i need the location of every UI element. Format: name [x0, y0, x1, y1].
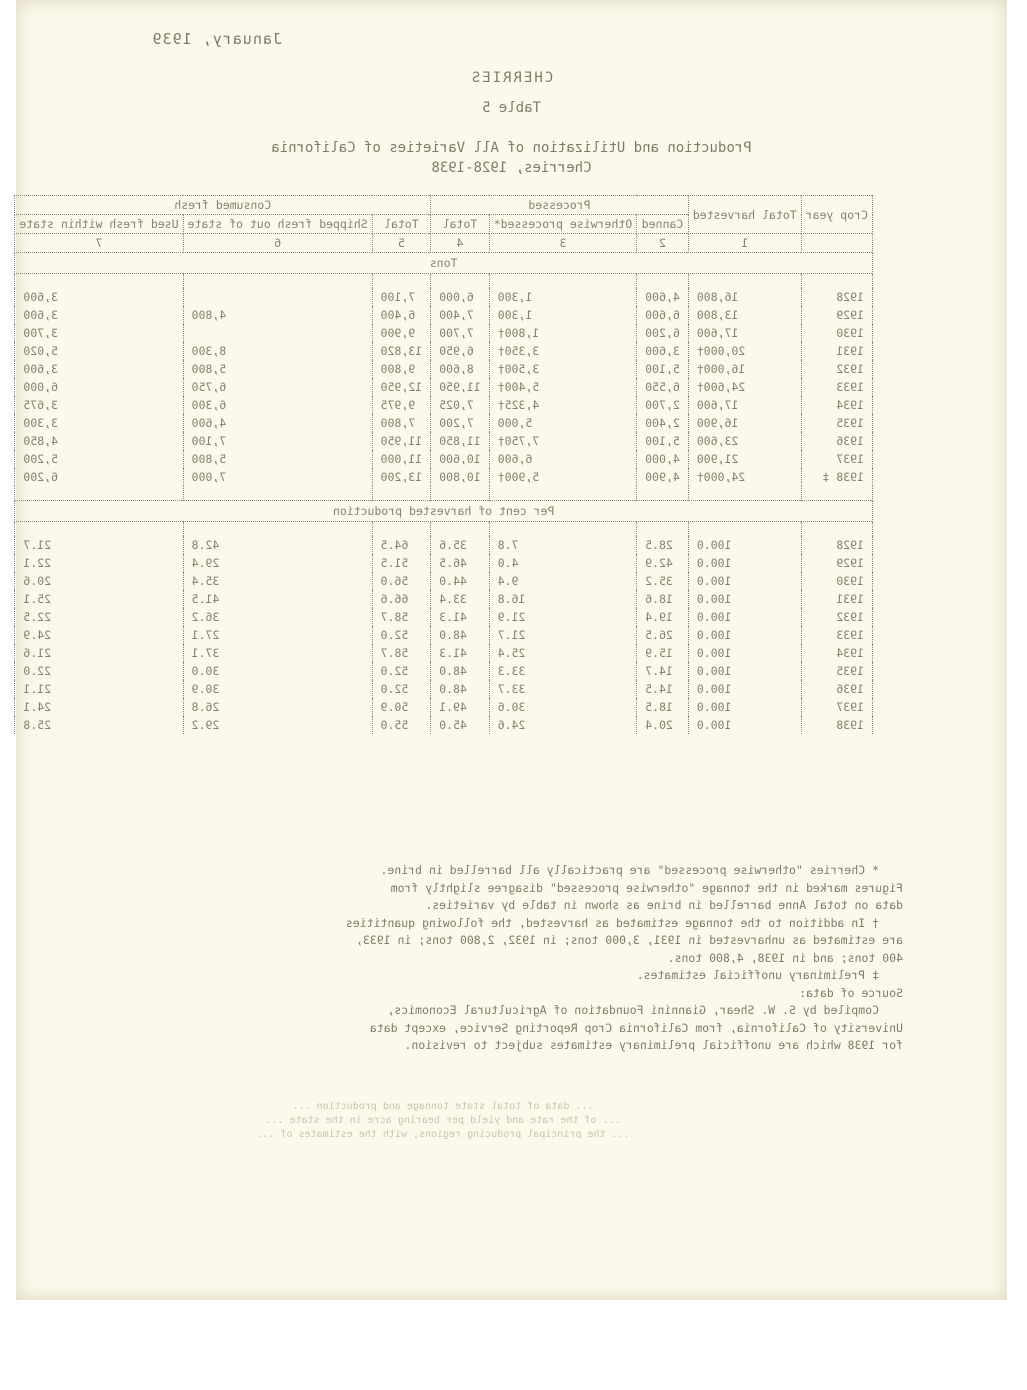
cell-shipped: 36.2 — [183, 608, 372, 626]
col-otherwise-processed: Otherwise processed* — [489, 215, 636, 234]
cell-shipped: 41.5 — [183, 590, 372, 608]
cell-shipped: 6,750 — [183, 378, 372, 396]
cell-proc: 46.5 — [431, 554, 490, 572]
footnote: ‡ Preliminary unofficial estimates. — [636, 968, 879, 982]
cell-used: 21.1 — [15, 680, 183, 698]
cell-total: 16,000† — [688, 360, 801, 378]
cell-year: 1934 — [801, 644, 872, 662]
cell-fresh: 7,800 — [372, 414, 431, 432]
cell-other: 3,350† — [489, 342, 636, 360]
cell-used: 21.7 — [15, 536, 183, 554]
col-number: 2 — [637, 234, 689, 253]
cell-year: 1933 — [801, 626, 872, 644]
cell-used: 22.0 — [15, 662, 183, 680]
cell-total: 13,800 — [688, 306, 801, 324]
cell-canned: 14.7 — [637, 662, 689, 680]
cell-shipped: 27.1 — [183, 626, 372, 644]
cell-total: 23,600 — [688, 432, 801, 450]
cell-used: 5,200 — [15, 450, 183, 468]
cell-canned: 6,200 — [637, 324, 689, 342]
cell-proc: 7,400 — [431, 306, 490, 324]
cell-fresh: 52.0 — [372, 662, 431, 680]
cell-other: 1,800† — [489, 324, 636, 342]
col-crop-year: Crop year — [801, 196, 872, 234]
cell-proc: 7,025 — [431, 396, 490, 414]
cell-year: 1928 — [801, 288, 872, 306]
cell-year: 1931 — [801, 342, 872, 360]
cell-fresh: 55.0 — [372, 716, 431, 734]
table-row — [15, 536, 873, 554]
bleed-line: ... data of total state tonnage and production ... — [292, 1101, 594, 1112]
cell-total: 100.0 — [688, 572, 801, 590]
cell-fresh: 58.7 — [372, 644, 431, 662]
cell-total: 100.0 — [688, 644, 801, 662]
cell-canned: 2,400 — [637, 414, 689, 432]
cell-canned: 4,900 — [637, 468, 689, 486]
cell-year: 1930 — [801, 572, 872, 590]
mirrored-show-through-content — [16, 0, 1007, 1300]
table-row — [15, 554, 873, 572]
footnote: are estimated as unharvested in 1931, 3,000 tons; in 1932, 2,800 tons; in 1933, — [356, 933, 903, 947]
cell-fresh: 66.6 — [372, 590, 431, 608]
cell-fresh: 52.0 — [372, 680, 431, 698]
cell-shipped: 7,100 — [183, 432, 372, 450]
cell-other: 7,750† — [489, 432, 636, 450]
group-consumed-fresh: Consumed fresh — [15, 196, 431, 215]
cell-other: 30.6 — [489, 698, 636, 716]
table-row — [15, 324, 873, 342]
table-row — [15, 468, 873, 486]
section-heading: CHERRIES — [469, 70, 554, 86]
cell-year: 1929 — [801, 554, 872, 572]
cell-used: 3,600 — [15, 360, 183, 378]
table-row — [15, 396, 873, 414]
cell-shipped — [183, 288, 372, 306]
cell-total: 100.0 — [688, 698, 801, 716]
table-row — [15, 680, 873, 698]
cell-total: 100.0 — [688, 680, 801, 698]
cell-proc: 35.6 — [431, 536, 490, 554]
cell-canned: 15.9 — [637, 644, 689, 662]
table-number: Table 5 — [482, 100, 542, 116]
cell-shipped: 5,800 — [183, 450, 372, 468]
col-number: 6 — [183, 234, 372, 253]
percent-section-label: Per cent of harvested production — [15, 501, 873, 522]
footnote: data on total Anne barrelled in brine as shown in table by varieties. — [425, 898, 903, 912]
cell-other: 5,900† — [489, 468, 636, 486]
cell-shipped: 4,600 — [183, 414, 372, 432]
cell-other: 1,300 — [489, 306, 636, 324]
cell-used: 3,675 — [15, 396, 183, 414]
cell-year: 1935 — [801, 662, 872, 680]
cell-used: 3,700 — [15, 324, 183, 342]
cell-used: 25.8 — [15, 716, 183, 734]
table-row — [15, 698, 873, 716]
cell-proc: 8,600 — [431, 360, 490, 378]
col-used-fresh: Used fresh within state — [15, 215, 183, 234]
cell-shipped: 26.8 — [183, 698, 372, 716]
cell-canned: 14.5 — [637, 680, 689, 698]
col-total-processed: Total — [431, 215, 490, 234]
cell-total: 100.0 — [688, 554, 801, 572]
col-total-harvested: Total harvested — [688, 196, 801, 234]
cell-total: 24,600† — [688, 378, 801, 396]
source-heading: Source of data: — [799, 985, 903, 1000]
cell-total: 21,900 — [688, 450, 801, 468]
col-number: 3 — [489, 234, 636, 253]
cell-year: 1935 — [801, 414, 872, 432]
cell-total: 16,900 — [688, 414, 801, 432]
cell-used: 3,600 — [15, 288, 183, 306]
cell-used: 22.1 — [15, 554, 183, 572]
cell-fresh: 9,900 — [372, 324, 431, 342]
cell-fresh: 9,975 — [372, 396, 431, 414]
cell-proc: 6,950 — [431, 342, 490, 360]
cell-shipped: 29.2 — [183, 716, 372, 734]
faint-bleed-through-text — [103, 1100, 783, 1142]
col-number: 5 — [372, 234, 431, 253]
source-text: Compiled by S. W. Shear, Giannini Foundation of Agricultural Economics, — [387, 1003, 879, 1017]
cell-shipped: 7,000 — [183, 468, 372, 486]
cell-fresh: 51.5 — [372, 554, 431, 572]
cell-year: 1933 — [801, 378, 872, 396]
cell-fresh: 11,950 — [372, 432, 431, 450]
col-number: 4 — [431, 234, 490, 253]
cell-canned: 28.5 — [637, 536, 689, 554]
col-canned: Canned — [637, 215, 689, 234]
cell-canned: 19.4 — [637, 608, 689, 626]
cell-proc: 10,800 — [431, 468, 490, 486]
cell-year: 1938 ‡ — [801, 468, 872, 486]
col-number: 1 — [688, 234, 801, 253]
cell-proc: 48.0 — [431, 662, 490, 680]
cell-shipped: 6,300 — [183, 396, 372, 414]
cell-used: 20.6 — [15, 572, 183, 590]
cell-canned: 4,000 — [637, 450, 689, 468]
cell-proc: 45.0 — [431, 716, 490, 734]
cell-year: 1936 — [801, 432, 872, 450]
col-shipped-fresh: Shipped fresh out of state — [183, 215, 372, 234]
cell-used: 24.1 — [15, 698, 183, 716]
cell-proc: 7,700 — [431, 324, 490, 342]
cell-proc: 44.0 — [431, 572, 490, 590]
cell-other: 9.4 — [489, 572, 636, 590]
cell-proc: 48.0 — [431, 626, 490, 644]
production-utilization-table — [14, 195, 873, 734]
table-title-line-1: Production and Utilization of All Varieties of California — [271, 140, 752, 156]
cell-proc: 11,950 — [431, 378, 490, 396]
cell-shipped: 29.4 — [183, 554, 372, 572]
table-row — [15, 450, 873, 468]
footnote: † In addition to the tonnage estimated as harvested, the following quantities — [345, 915, 879, 930]
cell-fresh: 50.9 — [372, 698, 431, 716]
cell-fresh: 13,820 — [372, 342, 431, 360]
cell-total: 100.0 — [688, 662, 801, 680]
table-row — [15, 662, 873, 680]
cell-used: 6,200 — [15, 468, 183, 486]
cell-used: 3,300 — [15, 414, 183, 432]
cell-other: 16.8 — [489, 590, 636, 608]
table-row — [15, 288, 873, 306]
table-row — [15, 644, 873, 662]
col-number: 7 — [15, 234, 183, 253]
cell-used: 3,600 — [15, 306, 183, 324]
cell-proc: 33.4 — [431, 590, 490, 608]
source-text: for 1938 which are unofficial preliminary estimates subject to revision. — [404, 1038, 903, 1052]
cell-canned: 20.4 — [637, 716, 689, 734]
cell-other: 24.6 — [489, 716, 636, 734]
table-row — [15, 360, 873, 378]
cell-total: 100.0 — [688, 608, 801, 626]
cell-year: 1937 — [801, 450, 872, 468]
document-page — [16, 0, 1007, 1300]
cell-proc: 41.3 — [431, 608, 490, 626]
table-row — [15, 608, 873, 626]
cell-other: 1,300 — [489, 288, 636, 306]
cell-canned: 3,600 — [637, 342, 689, 360]
cell-canned: 6,600 — [637, 306, 689, 324]
cell-used: 5,020 — [15, 342, 183, 360]
cell-shipped: 8,300 — [183, 342, 372, 360]
cell-other: 4.0 — [489, 554, 636, 572]
cell-total: 17,600 — [688, 396, 801, 414]
cell-total: 16,800 — [688, 288, 801, 306]
cell-other: 33.7 — [489, 680, 636, 698]
cell-year: 1929 — [801, 306, 872, 324]
cell-year: 1936 — [801, 680, 872, 698]
table-footnotes — [103, 862, 903, 1055]
cell-shipped: 30.9 — [183, 680, 372, 698]
table-row — [15, 626, 873, 644]
table-row — [15, 306, 873, 324]
cell-used: 4,850 — [15, 432, 183, 450]
cell-total: 100.0 — [688, 536, 801, 554]
cell-year: 1930 — [801, 324, 872, 342]
cell-shipped: 5,800 — [183, 360, 372, 378]
cell-fresh: 58.7 — [372, 608, 431, 626]
cell-shipped: 4,800 — [183, 306, 372, 324]
cell-fresh: 12,950 — [372, 378, 431, 396]
cell-year: 1938 — [801, 716, 872, 734]
cell-year: 1932 — [801, 608, 872, 626]
cell-other: 6,600 — [489, 450, 636, 468]
cell-other: 5,400† — [489, 378, 636, 396]
cell-fresh: 13,200 — [372, 468, 431, 486]
cell-proc: 6,000 — [431, 288, 490, 306]
cell-canned: 18.5 — [637, 698, 689, 716]
cell-canned: 2,700 — [637, 396, 689, 414]
cell-canned: 35.2 — [637, 572, 689, 590]
table-row — [15, 378, 873, 396]
cell-shipped: 30.0 — [183, 662, 372, 680]
cell-other: 33.3 — [489, 662, 636, 680]
table-title-line-2: Cherries, 1928-1938 — [431, 160, 592, 176]
cell-canned: 26.5 — [637, 626, 689, 644]
cell-fresh: 6,400 — [372, 306, 431, 324]
cell-total: 100.0 — [688, 590, 801, 608]
table-row — [15, 432, 873, 450]
cell-proc: 11,850 — [431, 432, 490, 450]
source-text: University of California, from California Crop Reporting Service, except data — [369, 1020, 903, 1035]
cell-year: 1932 — [801, 360, 872, 378]
cell-canned: 18.6 — [637, 590, 689, 608]
footnote: * Cherries "otherwise processed" are practically all barrelled in brine. — [380, 863, 879, 877]
cell-year: 1931 — [801, 590, 872, 608]
cell-other: 21.7 — [489, 626, 636, 644]
cell-year: 1937 — [801, 698, 872, 716]
cell-canned: 5,100 — [637, 360, 689, 378]
cell-shipped: 35.4 — [183, 572, 372, 590]
col-number-blank — [801, 234, 872, 253]
cell-proc: 49.1 — [431, 698, 490, 716]
cell-used: 25.1 — [15, 590, 183, 608]
bleed-line: ... the principal producing regions, with the estimates of ... — [256, 1129, 630, 1140]
cell-total: 100.0 — [688, 716, 801, 734]
cell-other: 21.9 — [489, 608, 636, 626]
cell-other: 3,500† — [489, 360, 636, 378]
cell-proc: 7,200 — [431, 414, 490, 432]
col-total-fresh: Total — [372, 215, 431, 234]
cell-used: 21.6 — [15, 644, 183, 662]
cell-proc: 10,600 — [431, 450, 490, 468]
cell-canned: 42.9 — [637, 554, 689, 572]
cell-other: 7.8 — [489, 536, 636, 554]
cell-other: 25.4 — [489, 644, 636, 662]
cell-other: 4,325† — [489, 396, 636, 414]
cell-fresh: 52.0 — [372, 626, 431, 644]
footnote: Figures marked in the tonnage "otherwise processed" disagree slightly from — [390, 880, 903, 895]
group-processed: Processed — [431, 196, 689, 215]
footnote: 400 tons; and in 1938, 4,800 tons. — [667, 950, 903, 965]
cell-year: 1934 — [801, 396, 872, 414]
bleed-line: ... of the rate and yield per bearing acre in the state ... — [265, 1115, 621, 1126]
table-row — [15, 590, 873, 608]
table-row — [15, 414, 873, 432]
cell-shipped: 42.8 — [183, 536, 372, 554]
cell-proc: 48.0 — [431, 680, 490, 698]
cell-fresh: 64.5 — [372, 536, 431, 554]
cell-total: 20,000† — [688, 342, 801, 360]
cell-used: 6,000 — [15, 378, 183, 396]
cell-fresh: 7,100 — [372, 288, 431, 306]
page-bottom-margin — [0, 1300, 1027, 1390]
cell-fresh: 56.0 — [372, 572, 431, 590]
cell-fresh: 9,800 — [372, 360, 431, 378]
cell-year: 1928 — [801, 536, 872, 554]
table-row — [15, 342, 873, 360]
tons-section-label: Tons — [15, 253, 873, 274]
cell-canned: 5,100 — [637, 432, 689, 450]
cell-shipped — [183, 324, 372, 342]
cell-total: 24,000† — [688, 468, 801, 486]
cell-other: 5,000 — [489, 414, 636, 432]
cell-total: 100.0 — [688, 626, 801, 644]
cell-used: 22.5 — [15, 608, 183, 626]
table-row — [15, 716, 873, 734]
cell-canned: 6,550 — [637, 378, 689, 396]
cell-used: 24.9 — [15, 626, 183, 644]
cell-canned: 4,600 — [637, 288, 689, 306]
cell-proc: 41.3 — [431, 644, 490, 662]
cell-shipped: 37.1 — [183, 644, 372, 662]
table-row — [15, 572, 873, 590]
document-date: January, 1939 — [151, 30, 282, 48]
cell-fresh: 11,000 — [372, 450, 431, 468]
cell-total: 17,600 — [688, 324, 801, 342]
